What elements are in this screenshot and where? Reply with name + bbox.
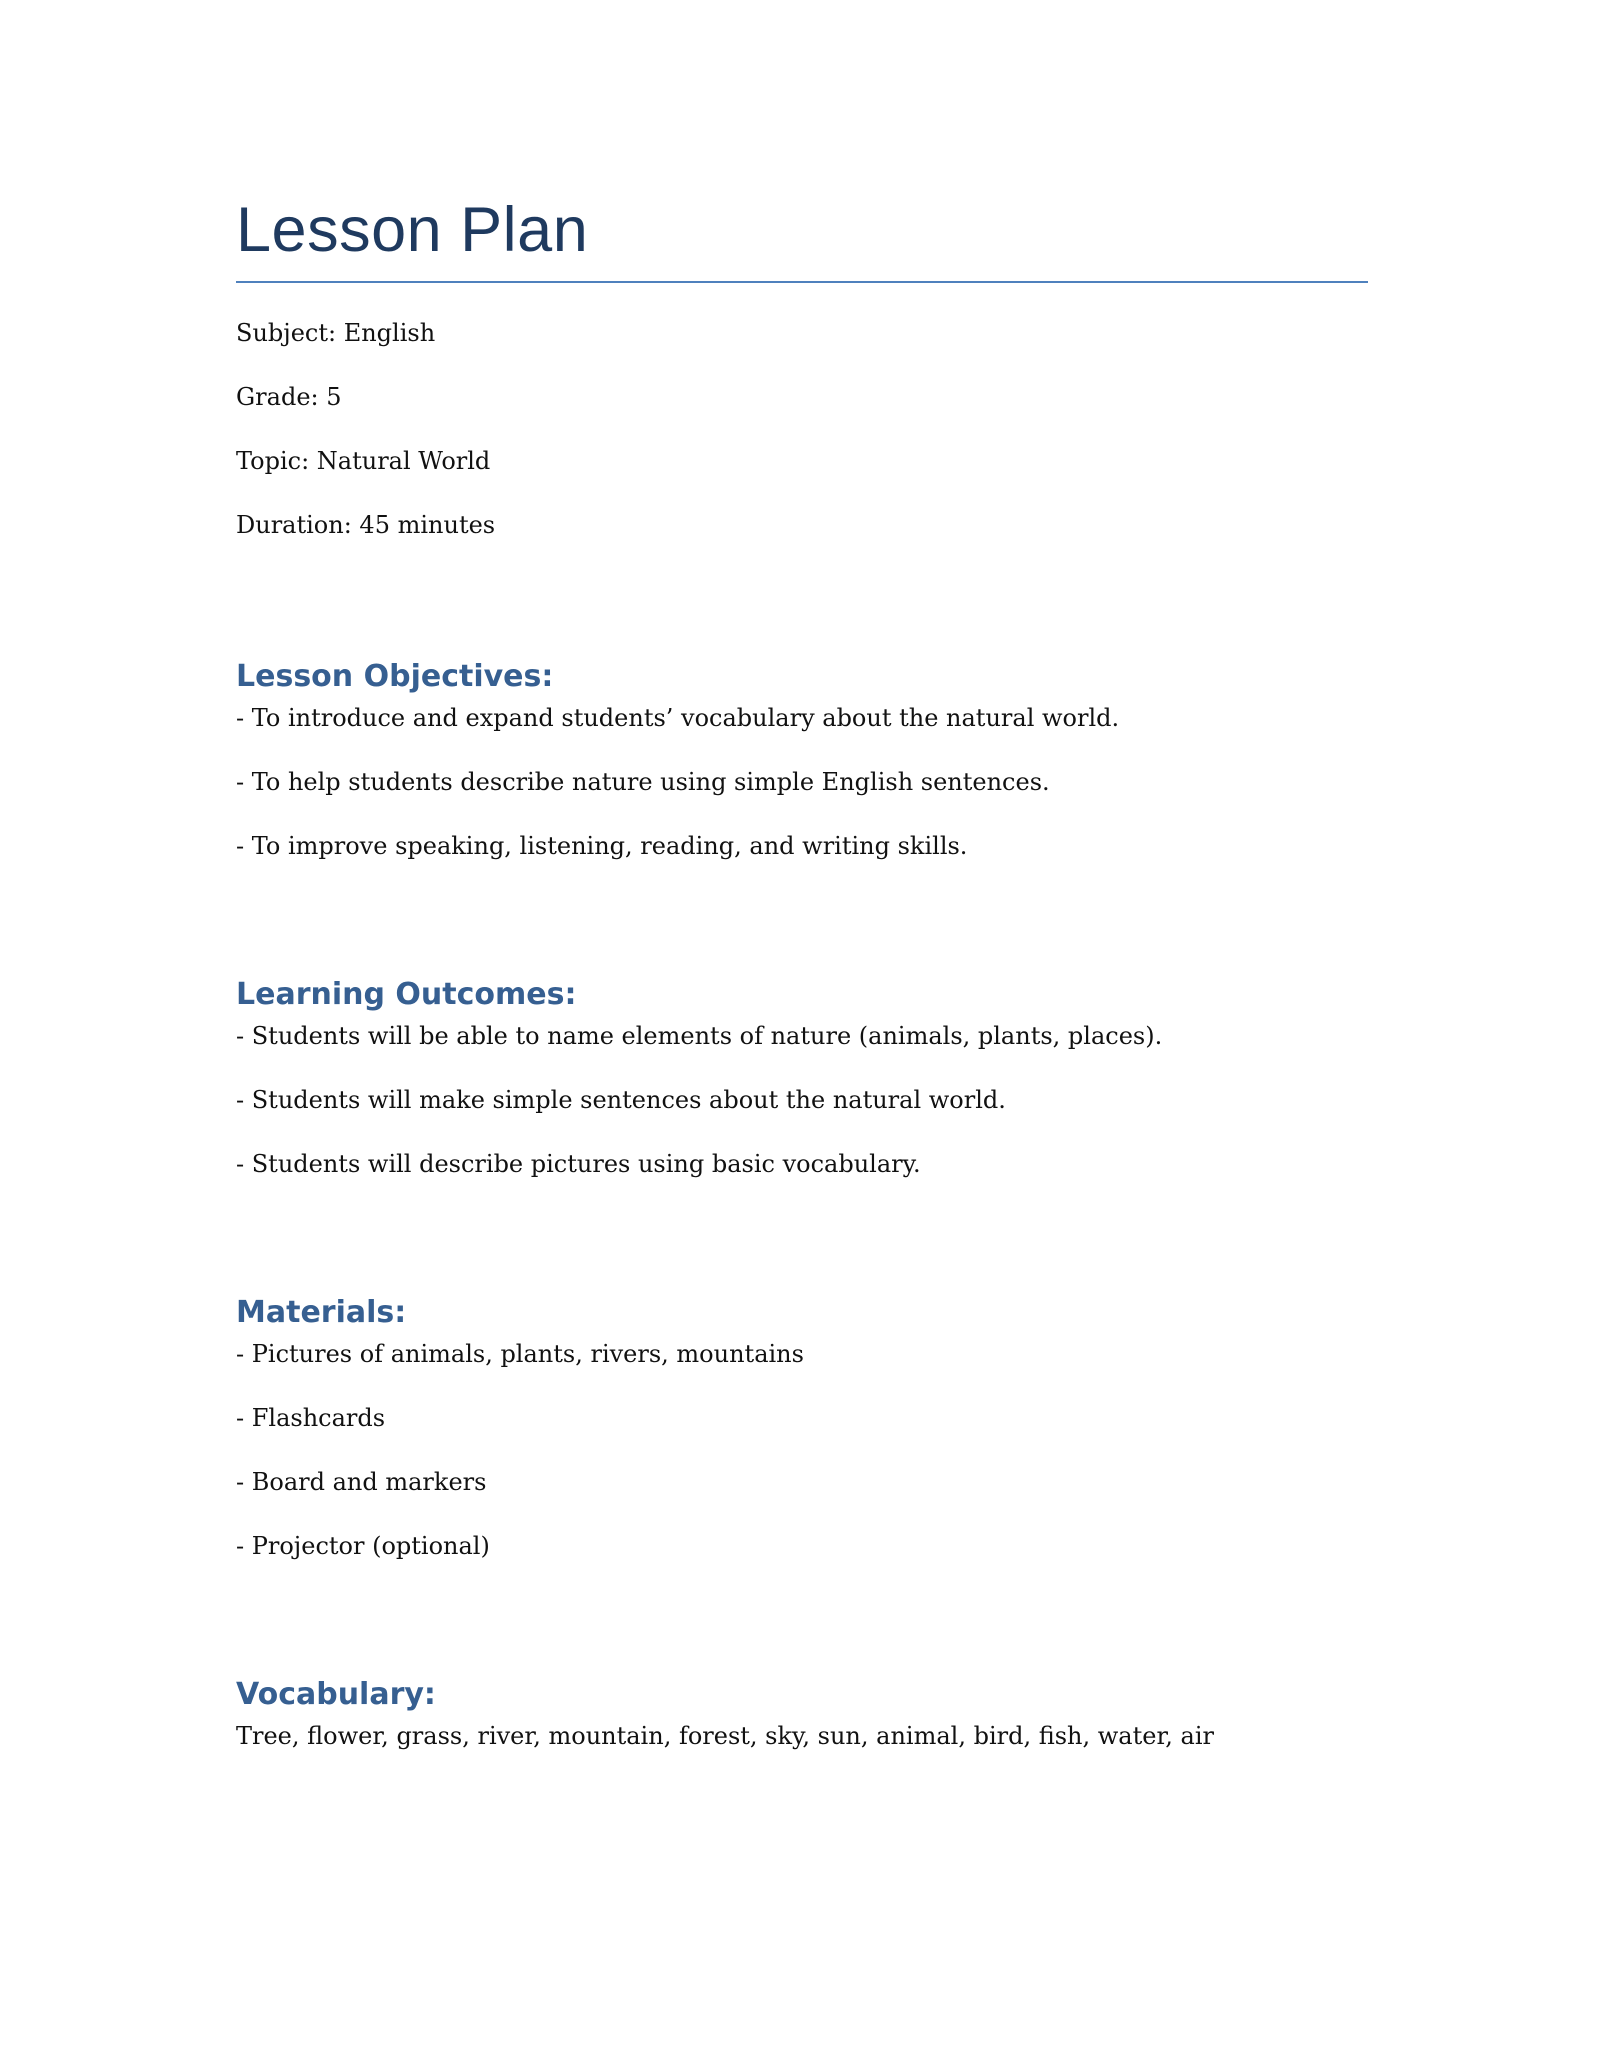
section-materials	[236, 1293, 1368, 1563]
vocabulary-list: Tree, flower, grass, river, mountain, forest, sky, sun, animal, bird, fish, water, air	[236, 1722, 1215, 1750]
list-item: - To introduce and expand students’ vocabulary about the natural world.	[236, 704, 1120, 732]
topic-line: Topic: Natural World	[236, 447, 491, 475]
list-item: - Flashcards	[236, 1404, 386, 1432]
document-title: Lesson Plan	[236, 195, 589, 265]
list-item: - Students will describe pictures using basic vocabulary.	[236, 1150, 921, 1178]
grade-line: Grade: 5	[236, 383, 342, 411]
section-vocabulary	[236, 1675, 1368, 1753]
section-heading: Vocabulary:	[236, 1677, 436, 1712]
section-heading: Learning Outcomes:	[236, 977, 577, 1012]
section-lesson-objectives	[236, 657, 1368, 863]
list-item: - Students will make simple sentences about the natural world.	[236, 1086, 1006, 1114]
section-learning-outcomes	[236, 975, 1368, 1181]
title-divider	[236, 281, 1368, 283]
list-item: - Projector (optional)	[236, 1532, 490, 1560]
list-item: - Board and markers	[236, 1468, 487, 1496]
subject-line: Subject: English	[236, 319, 436, 347]
list-item: - Pictures of animals, plants, rivers, mountains	[236, 1340, 804, 1368]
section-heading: Lesson Objectives:	[236, 659, 554, 694]
lesson-meta	[236, 316, 1368, 572]
list-item: - To help students describe nature using simple English sentences.	[236, 768, 1050, 796]
duration-line: Duration: 45 minutes	[236, 511, 496, 539]
document-page	[236, 0, 1368, 2070]
list-item: - To improve speaking, listening, reading, and writing skills.	[236, 832, 968, 860]
section-heading: Materials:	[236, 1295, 407, 1330]
list-item: - Students will be able to name elements of nature (animals, plants, places).	[236, 1022, 1163, 1050]
